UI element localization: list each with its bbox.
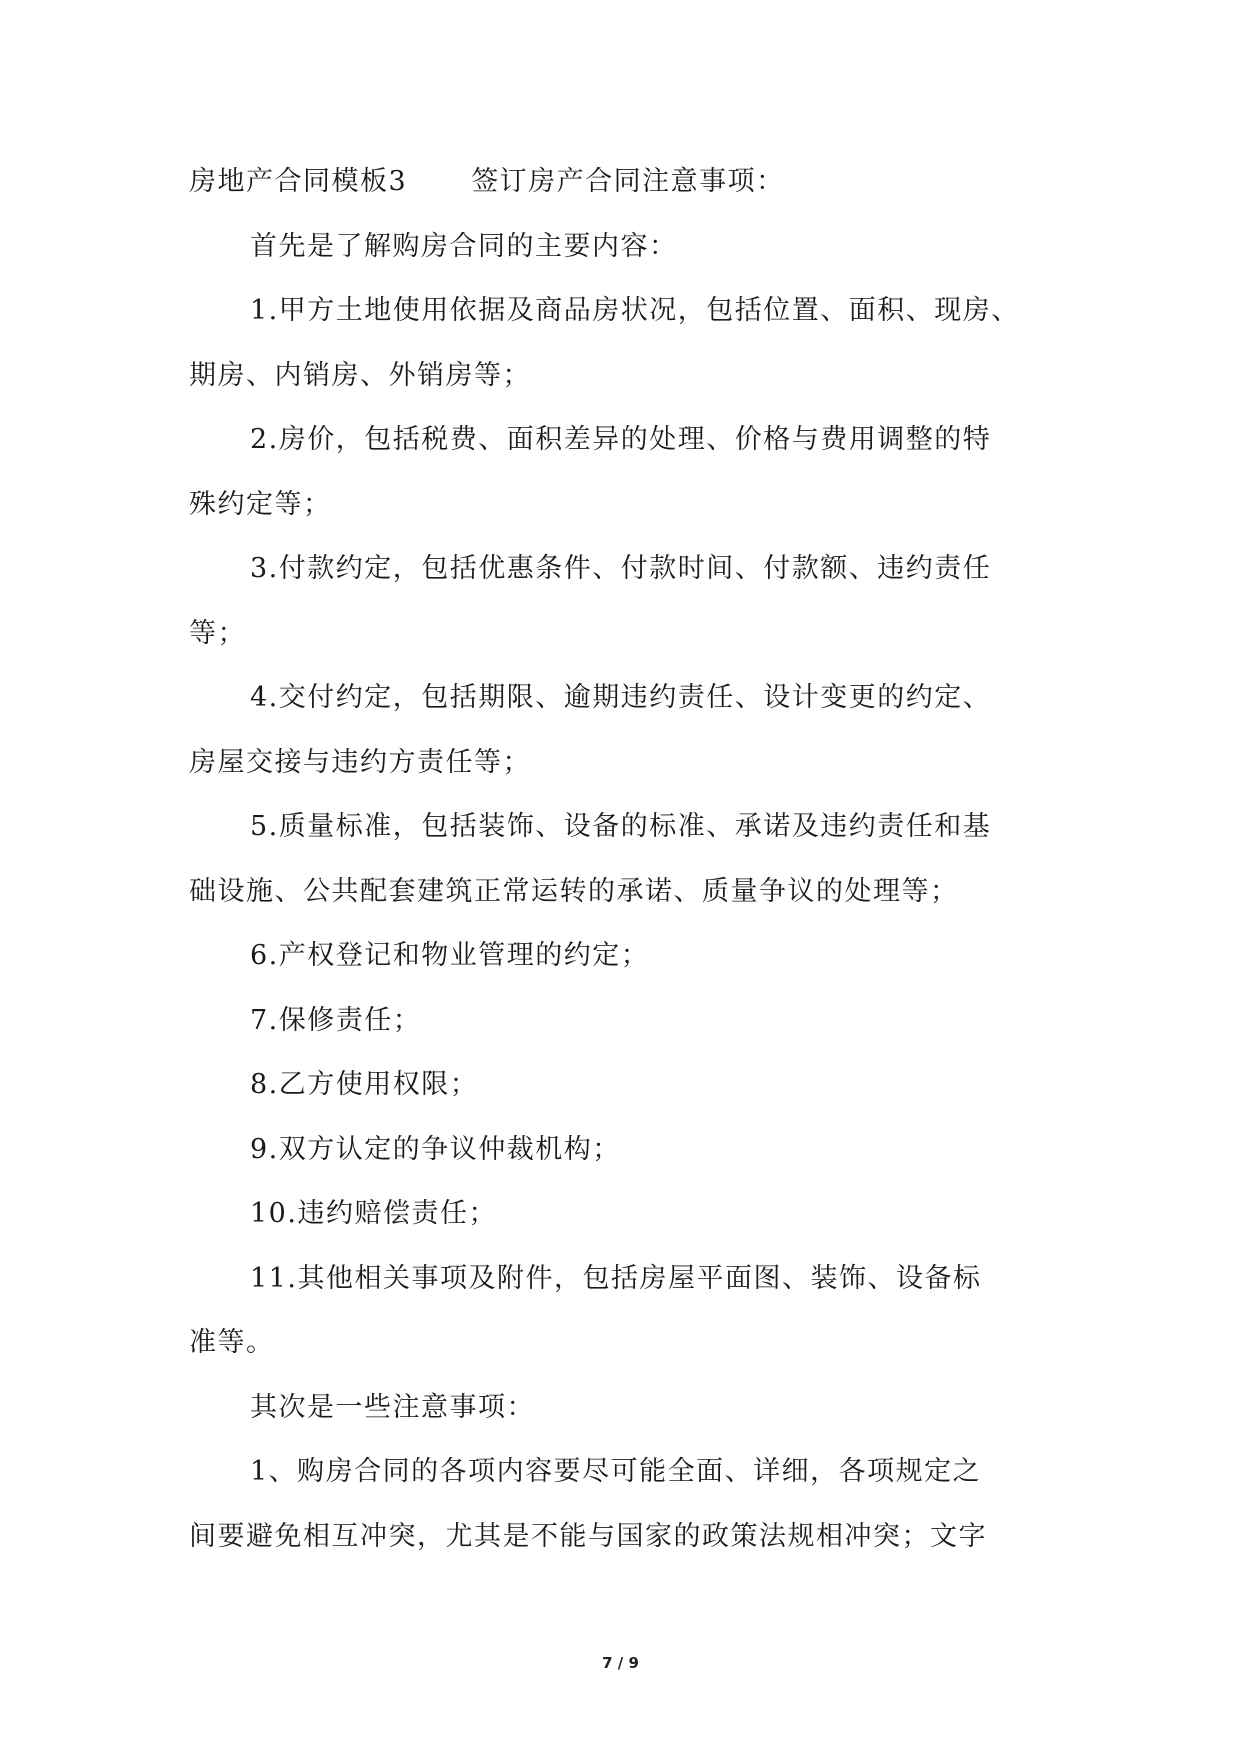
list-item-5: 5.质量标准，包括装饰、设备的标准、承诺及违约责任和基 [250, 811, 992, 842]
page-number: 7 / 9 [602, 1654, 639, 1672]
paragraph-notes-intro: 其次是一些注意事项： [250, 1391, 535, 1423]
list-item-10: 10.违约赔偿责任； [250, 1198, 497, 1229]
section-heading: 签订房产合同注意事项： [471, 166, 785, 197]
list-item-1: 1.甲方土地使用依据及商品房状况，包括位置、面积、现房、 [250, 295, 1020, 326]
heading-line [189, 150, 1089, 215]
list-item-8: 8.乙方使用权限； [250, 1069, 479, 1100]
list-item-9: 9.双方认定的争议仲裁机构； [250, 1133, 621, 1165]
list-item-2-cont: 殊约定等； [189, 488, 332, 520]
note-item-1-cont: 间要避免相互冲突，尤其是不能与国家的政策法规相冲突；文字 [189, 1520, 987, 1552]
list-item-11: 11.其他相关事项及附件，包括房屋平面图、装饰、设备标 [250, 1262, 982, 1294]
list-item-4: 4.交付约定，包括期限、逾期违约责任、设计变更的约定、 [250, 682, 992, 713]
list-item-5-cont: 础设施、公共配套建筑正常运转的承诺、质量争议的处理等； [189, 875, 959, 907]
list-item-3-cont: 等； [189, 617, 246, 649]
paragraph-intro: 首先是了解购房合同的主要内容： [250, 230, 678, 262]
list-item-2: 2.房价，包括税费、面积差异的处理、价格与费用调整的特 [250, 424, 992, 455]
list-item-4-cont: 房屋交接与违约方责任等； [189, 746, 531, 778]
list-item-3: 3.付款约定，包括优惠条件、付款时间、付款额、违约责任 [250, 553, 992, 584]
document-body [189, 150, 1089, 1569]
list-item-1-cont: 期房、内销房、外销房等； [189, 359, 531, 391]
list-item-6: 6.产权登记和物业管理的约定； [250, 940, 650, 971]
note-item-1: 1、购房合同的各项内容要尽可能全面、详细，各项规定之 [250, 1456, 982, 1487]
list-item-7: 7.保修责任； [250, 1004, 422, 1036]
document-title: 房地产合同模板3 [189, 166, 408, 197]
list-item-11-cont: 准等。 [189, 1327, 275, 1358]
